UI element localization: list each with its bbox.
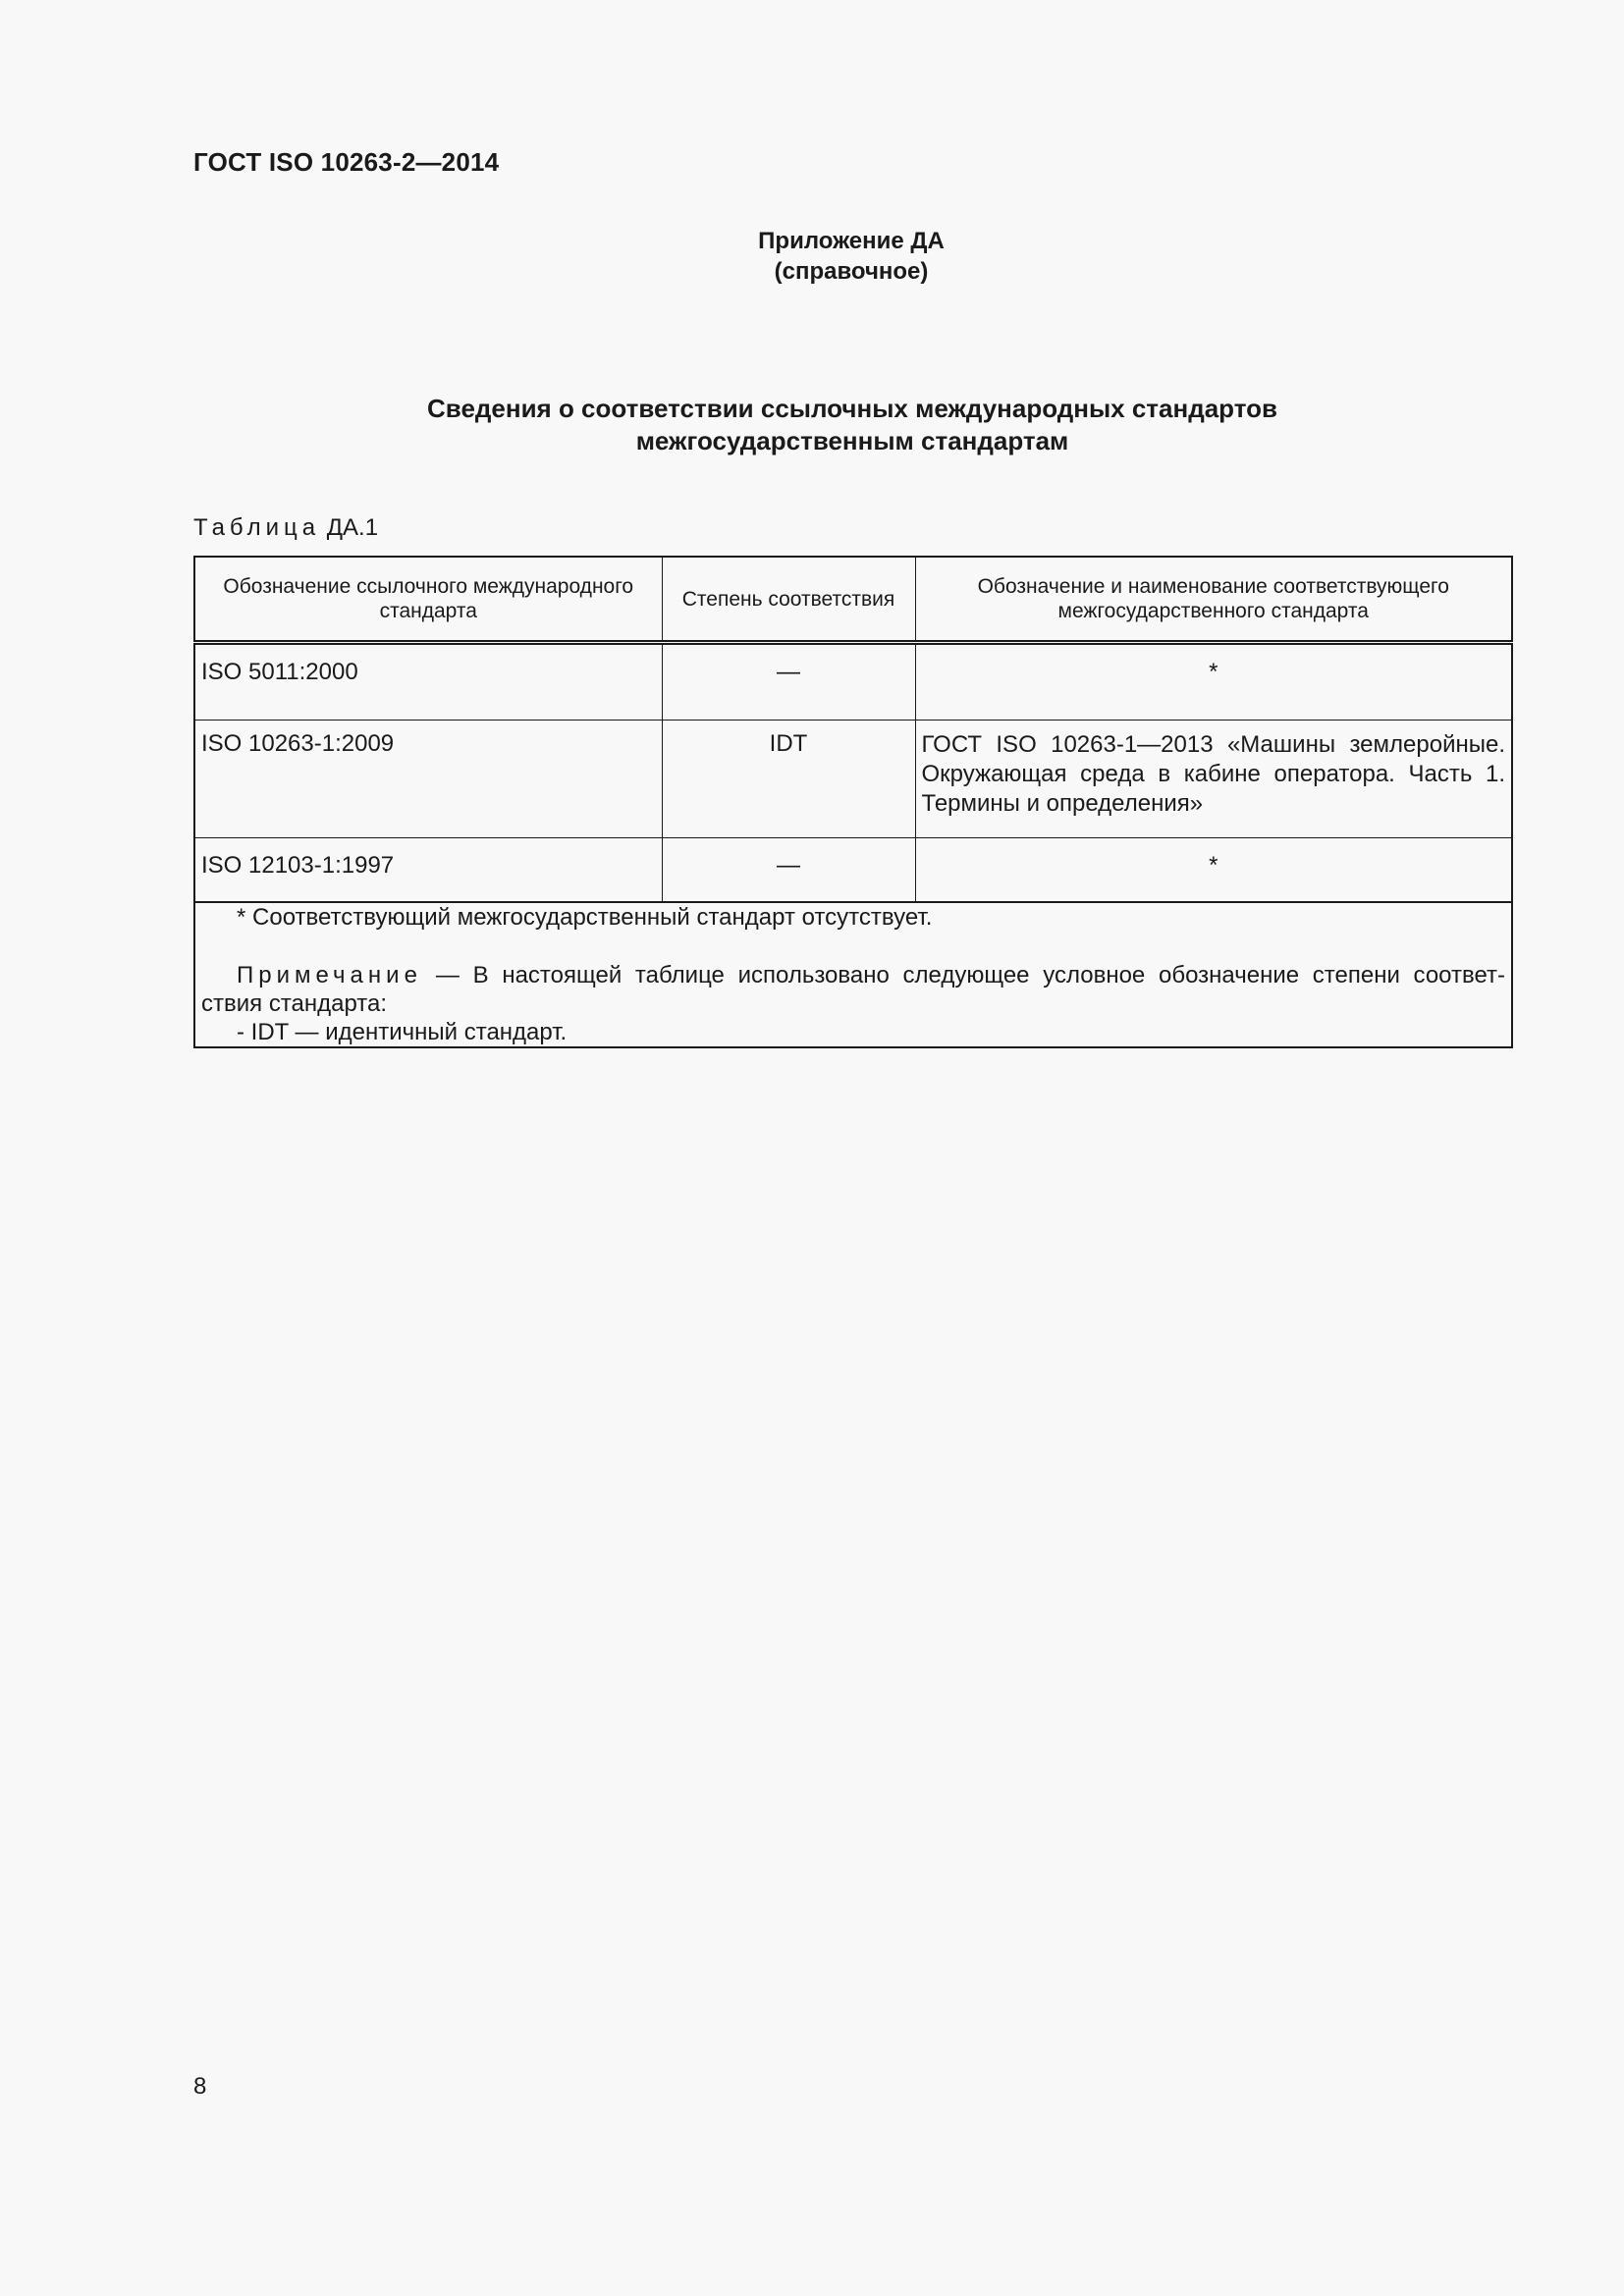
- international-standard-cell: ISO 5011:2000: [194, 643, 662, 721]
- column-header: Степень соответствия: [662, 557, 915, 643]
- column-header: Обозначение и наименование соответствующего межгосударственного стандарта: [915, 557, 1512, 643]
- column-header: Обозначение ссылочного международного стандарта: [194, 557, 662, 643]
- table-caption-number: ДА.1: [326, 514, 379, 541]
- section-title-line-1: Сведения о соответствии ссылочных международных стандартов: [427, 394, 1277, 423]
- international-standard-cell: ISO 10263-1:2009: [194, 721, 662, 838]
- table-notes: [194, 902, 1512, 1047]
- note-list-item: - IDT — идентичный стандарт.: [237, 1019, 568, 1045]
- interstate-standard-cell: ГОСТ ISO 10263-1—2013 «Машины землеройные. Окружающая среда в кабине оператора. Часть 1. Термины и определения»: [915, 721, 1512, 838]
- international-standard-cell: ISO 12103-1:1997: [194, 838, 662, 903]
- table-header-row: [194, 557, 1512, 643]
- degree-cell: IDT: [662, 721, 915, 838]
- table-caption: [193, 514, 378, 542]
- annex-type: (справочное): [774, 258, 929, 285]
- interstate-standard-cell: *: [915, 838, 1512, 903]
- annex-heading: [0, 226, 1624, 287]
- standard-code: ГОСТ ISO 10263-2—2014: [193, 147, 500, 177]
- table-row: [194, 643, 1512, 721]
- table-notes-row: [194, 902, 1512, 1047]
- interstate-standard-cell: *: [915, 643, 1512, 721]
- note-text-line-2: ствия стандарта:: [201, 990, 388, 1017]
- section-title: [193, 393, 1511, 457]
- table-row: [194, 838, 1512, 903]
- note-text-line-1: — В настоящей таблице использовано следующее условное обозначение степени соответ-: [435, 962, 1505, 988]
- section-title-line-2: межгосударственным стандартам: [635, 426, 1069, 455]
- table-footnote: * Соответствующий межгосударственный стандарт отсутствует.: [237, 904, 933, 931]
- degree-cell: —: [662, 643, 915, 721]
- table-note: [201, 961, 1505, 989]
- page-number: 8: [193, 2073, 207, 2100]
- note-label: Примечание: [237, 962, 422, 988]
- table-row: [194, 721, 1512, 838]
- degree-cell: —: [662, 838, 915, 903]
- table-caption-word: Таблица: [193, 514, 321, 541]
- correspondence-table: [193, 556, 1513, 1048]
- annex-name: Приложение ДА: [758, 228, 945, 254]
